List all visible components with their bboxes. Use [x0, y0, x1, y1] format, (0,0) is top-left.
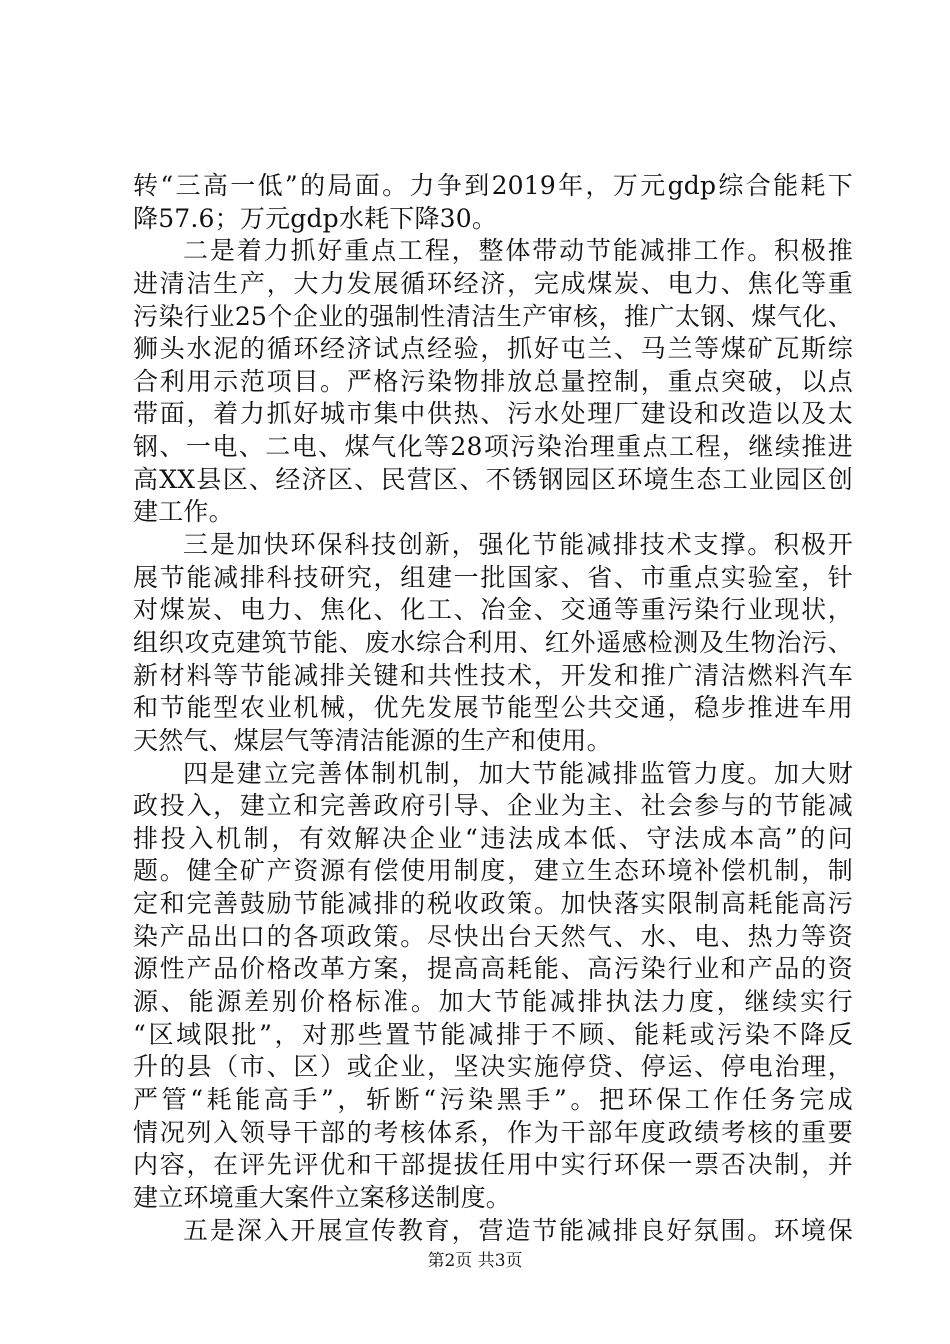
text-line: 政投入，建立和完善政府引导、企业为主、社会参与的节能减	[133, 791, 853, 821]
text-line: 五是深入开展宣传教育，营造节能减排良好氛围。环境保	[183, 1215, 853, 1245]
text-line: 高XX县区、经济区、民营区、不锈钢园区环境生态工业园区创	[133, 464, 853, 494]
text-line: 转“三高一低”的局面。力争到2019年，万元gdp综合能耗下	[133, 171, 853, 200]
text-line: 三是加快环保科技创新，强化节能减排技术支撑。积极开	[183, 530, 853, 560]
text-line: 建工作。	[133, 497, 234, 527]
text-line: 题。健全矿产资源有偿使用制度，建立生态环境补偿机制，制	[133, 856, 853, 886]
text-line: 合利用示范项目。严格污染物排放总量控制，重点突破，以点	[133, 366, 853, 396]
text-line: 和节能型农业机械，优先发展节能型公共交通，稳步推进车用	[133, 693, 853, 723]
text-line: 狮头水泥的循环经济试点经验，抓好屯兰、马兰等煤矿瓦斯综	[133, 334, 853, 364]
document-body	[133, 170, 853, 1247]
page-footer: 第2页 共3页	[427, 1251, 523, 1271]
text-line: 源性产品价格改革方案，提高高耗能、高污染行业和产品的资	[133, 954, 853, 984]
text-line: 定和完善鼓励节能减排的税收政策。加快落实限制高耗能高污	[133, 889, 853, 919]
text-line: 二是着力抓好重点工程，整体带动节能减排工作。积极推	[183, 236, 853, 266]
text-line: 四是建立完善体制机制，加大节能减排监管力度。加大财	[183, 758, 853, 788]
text-line: 展节能减排科技研究，组建一批国家、省、市重点实验室，针	[133, 562, 853, 592]
text-line: 组织攻克建筑节能、废水综合利用、红外遥感检测及生物治污、	[133, 627, 853, 657]
text-line: 排投入机制，有效解决企业“违法成本低、守法成本高”的问	[133, 823, 853, 853]
text-line: 情况列入领导干部的考核体系，作为干部年度政绩考核的重要	[133, 1117, 853, 1147]
text-line: 严管“耗能高手”，斩断“污染黑手”。把环保工作任务完成	[133, 1084, 853, 1114]
text-line: 新材料等节能减排关键和共性技术，开发和推广清洁燃料汽车	[133, 660, 853, 690]
text-line: 建立环境重大案件立案移送制度。	[133, 1182, 512, 1212]
text-line: “区域限批”，对那些置节能减排于不顾、能耗或污染不降反	[133, 1019, 853, 1049]
text-line: 升的县（市、区）或企业，坚决实施停贷、停运、停电治理，	[133, 1052, 853, 1082]
text-line: 对煤炭、电力、焦化、化工、冶金、交通等重污染行业现状，	[133, 595, 853, 625]
text-line: 降57.6；万元gdp水耗下降30。	[133, 203, 498, 233]
text-line: 源、能源差别价格标准。加大节能减排执法力度，继续实行	[133, 987, 853, 1017]
text-line: 天然气、煤层气等清洁能源的生产和使用。	[133, 725, 612, 755]
text-line: 染产品出口的各项政策。尽快出台天然气、水、电、热力等资	[133, 921, 853, 951]
text-line: 钢、一电、二电、煤气化等28项污染治理重点工程，继续推进	[133, 432, 853, 462]
text-line: 污染行业25个企业的强制性清洁生产审核，推广太钢、煤气化、	[133, 301, 853, 331]
text-line: 内容，在评先评优和干部提拔任用中实行环保一票否决制，并	[133, 1150, 853, 1180]
text-line: 带面，着力抓好城市集中供热、污水处理厂建设和改造以及太	[133, 399, 853, 429]
text-line: 进清洁生产，大力发展循环经济，完成煤炭、电力、焦化等重	[133, 268, 853, 298]
